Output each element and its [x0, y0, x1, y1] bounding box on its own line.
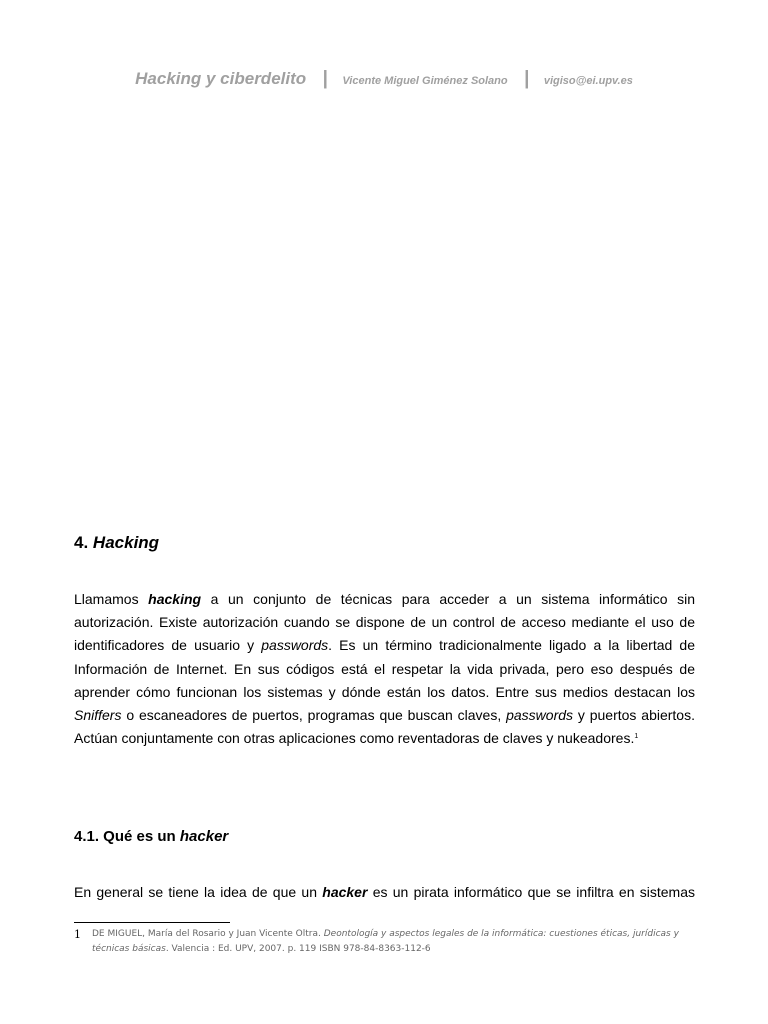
- header-author: Vicente Miguel Giménez Solano: [342, 75, 508, 87]
- footnote-publication: . Valencia : Ed. UPV, 2007. p. 119 ISBN 978-84-8363-112-6: [165, 944, 431, 954]
- footnote: [74, 927, 695, 957]
- section-heading: [74, 533, 159, 553]
- body-paragraph: [74, 588, 695, 750]
- keyword-hacking: hacking: [148, 591, 202, 607]
- header-separator: |: [322, 68, 328, 89]
- footnote-authors: DE MIGUEL, María del Rosario y Juan Vicente Oltra.: [92, 929, 324, 939]
- footnote-divider: [74, 922, 230, 923]
- subsection-prefix: 4.1. Qué es un: [74, 828, 180, 845]
- paragraph-text: a un conjunto de técnicas para acceder a un sistema informático sin autorización. Existe autorización cuando se dispone de un control de acceso mediante el uso de identificadores de usuario y: [74, 591, 695, 654]
- paragraph-text: Llamamos: [74, 591, 149, 607]
- body-paragraph: [74, 881, 695, 904]
- footnote-body: [92, 927, 695, 957]
- header-separator: |: [524, 68, 530, 89]
- subsection-heading: [74, 828, 228, 845]
- footnote-reference[interactable]: 1: [634, 733, 639, 741]
- paragraph-text: o escaneadores de puertos, programas que buscan claves,: [121, 707, 507, 724]
- header-document-title: Hacking y ciberdelito: [135, 69, 307, 88]
- paragraph-text: es un pirata informático que se infiltra en sistemas: [367, 884, 695, 900]
- keyword-hacker: hacker: [322, 884, 368, 900]
- footnote-number: 1: [74, 928, 81, 941]
- subsection-emphasis: hacker: [179, 828, 229, 845]
- term-passwords: passwords: [506, 707, 574, 724]
- paragraph-text: y puertos abiertos. Actúan conjuntamente con otras aplicaciones como reventadoras de claves y nukeadores.: [74, 707, 695, 747]
- section-number: 4.: [74, 533, 89, 552]
- paragraph-text: En general se tiene la idea de que un: [74, 884, 323, 900]
- section-title: Hacking: [92, 533, 160, 552]
- page-header: [0, 68, 768, 90]
- footnote-work-title: Deontología y aspectos legales de la informática: cuestiones éticas, jurídicas y técnicas básicas: [92, 929, 679, 954]
- term-passwords: passwords: [261, 637, 329, 654]
- paragraph-text: . Es un término tradicionalmente ligado a la libertad de Información de Internet. En sus códigos está el respetar la vida privada, pero eso después de aprender cómo funcionan los sistemas y dónde están los datos. Entre sus medios destacan los: [74, 637, 695, 700]
- header-email: vigiso@ei.upv.es: [543, 75, 633, 87]
- term-sniffers: Sniffers: [74, 707, 122, 724]
